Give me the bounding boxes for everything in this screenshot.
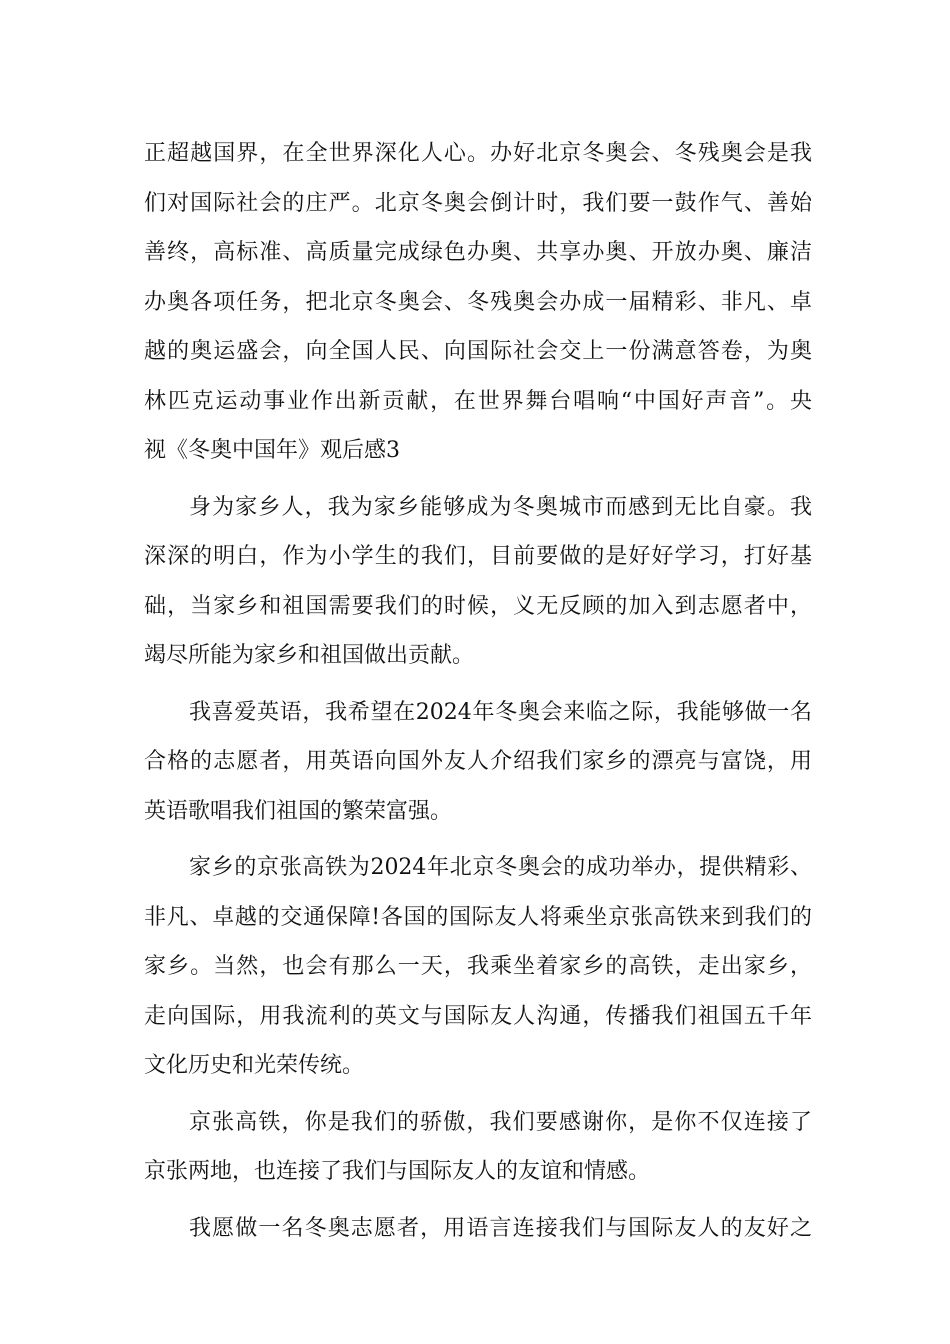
text-line: 深深的明白，作为小学生的我们，目前要做的是好好学习，打好基 [144, 544, 812, 569]
text-line: 非凡、卓越的交通保障!各国的国际友人将乘坐京张高铁来到我们的 [144, 904, 812, 930]
paragraph-hometown-pride [144, 483, 812, 681]
text-line: 我喜爱英语，我希望在2024年冬奥会来临之际，我能够做一名 [189, 699, 812, 725]
document-body [144, 129, 812, 1253]
text-line: 英语歌唱我们祖国的繁荣富强。 [144, 798, 453, 824]
paragraph-closing-and-heading [144, 129, 812, 476]
text-line: 我愿做一名冬奥志愿者，用语言连接我们与国际友人的友好之 [189, 1215, 812, 1241]
text-line: 走向国际，用我流利的英文与国际友人沟通，传播我们祖国五千年 [144, 1003, 812, 1029]
paragraph-english-volunteer [144, 688, 812, 837]
paragraph-railway [144, 843, 812, 1091]
text-line: 础，当家乡和祖国需要我们的时候，义无反顾的加入到志愿者中， [144, 593, 812, 619]
text-line: 家乡。当然，也会有那么一天，我乘坐着家乡的高铁，走出家乡， [144, 954, 812, 979]
text-line: 林匹克运动事业作出新贡献，在世界舞台唱响“中国好声音”。央 [144, 388, 812, 414]
text-line: 家乡的京张高铁为2024年北京冬奥会的成功举办，提供精彩、 [189, 855, 812, 880]
text-line: 越的奥运盛会，向全国人民、向国际社会交上一份满意答卷，为奥 [144, 339, 812, 364]
section-heading-line: 视《冬奥中国年》观后感3 [144, 438, 400, 463]
text-line: 善终，高标准、高质量完成绿色办奥、共享办奥、开放办奥、廉洁 [144, 240, 812, 265]
paragraph-railway-thanks [144, 1098, 812, 1197]
text-line: 身为家乡人，我为家乡能够成为冬奥城市而感到无比自豪。我 [189, 494, 812, 520]
paragraph-volunteer-wish [144, 1204, 812, 1254]
text-line: 们对国际社会的庄严。北京冬奥会倒计时，我们要一鼓作气、善始 [144, 190, 812, 216]
text-line: 京张高铁，你是我们的骄傲，我们要感谢你，是你不仅连接了 [189, 1109, 812, 1135]
text-line: 京张两地，也连接了我们与国际友人的友谊和情感。 [144, 1159, 651, 1184]
text-line: 正超越国界，在全世界深化人心。办好北京冬奥会、冬残奥会是我 [144, 141, 812, 166]
text-line: 文化历史和光荣传统。 [144, 1053, 365, 1078]
text-line: 办奥各项任务，把北京冬奥会、冬残奥会办成一届精彩、非凡、卓 [144, 289, 812, 315]
text-line: 合格的志愿者，用英语向国外友人介绍我们家乡的漂亮与富饶，用 [144, 749, 812, 774]
text-line: 竭尽所能为家乡和祖国做出贡献。 [144, 643, 475, 668]
